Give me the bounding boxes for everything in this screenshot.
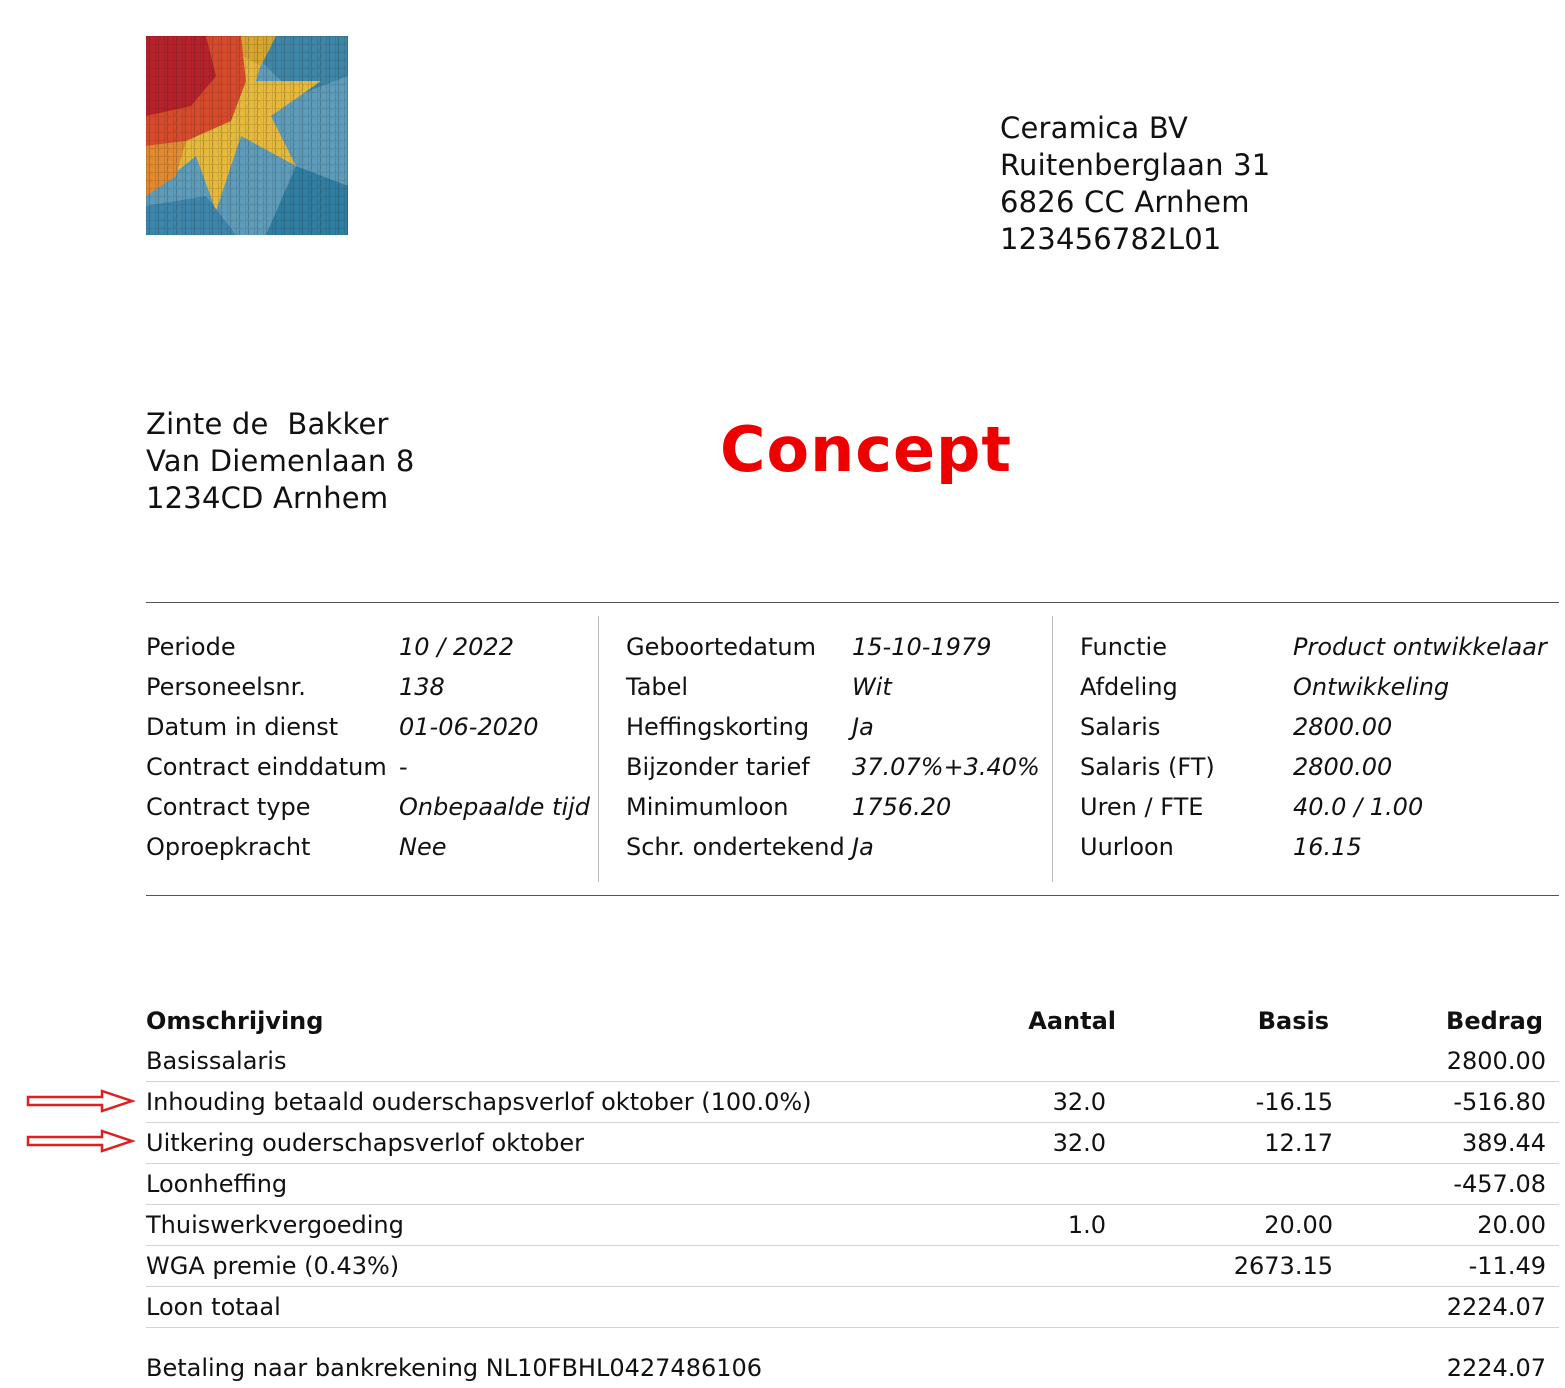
table-row: [146, 1123, 1559, 1164]
info-label: Uurloon: [1080, 833, 1174, 861]
info-label: Geboortedatum: [626, 633, 816, 661]
divider-top: [146, 602, 1559, 603]
info-value: 01-06-2020: [399, 713, 539, 741]
row-description: Loon totaal: [146, 1293, 281, 1321]
info-label: Uren / FTE: [1080, 793, 1204, 821]
company-name: Ceramica BV: [1000, 111, 1189, 145]
employee-name: Zinte de Bakker: [146, 407, 389, 441]
company-tax-number: 123456782L01: [1000, 222, 1222, 256]
info-value: Product ontwikkelaar: [1293, 633, 1547, 661]
row-amount: -11.49: [1468, 1252, 1546, 1280]
info-value: 37.07%+3.40%: [852, 753, 1040, 781]
info-value: 10 / 2022: [399, 633, 514, 661]
info-label: Minimumloon: [626, 793, 789, 821]
payslip-table: [146, 1001, 1559, 1328]
info-label: Datum in dienst: [146, 713, 339, 741]
row-basis: -16.15: [1255, 1088, 1333, 1116]
bank-payment-label: Betaling naar bankrekening NL10FBHL0427486106: [146, 1354, 763, 1382]
info-label: Salaris: [1080, 713, 1161, 741]
header-description: Omschrijving: [146, 1007, 324, 1035]
info-value: Ja: [852, 713, 874, 741]
row-amount: 2224.07: [1446, 1293, 1546, 1321]
company-city: 6826 CC Arnhem: [1000, 185, 1250, 219]
company-street: Ruitenberglaan 31: [1000, 148, 1271, 182]
info-value: 15-10-1979: [852, 633, 992, 661]
table-row: [146, 1205, 1559, 1246]
red-outline-arrow-icon: [26, 1129, 136, 1153]
info-value: Onbepaalde tijd: [399, 793, 591, 821]
info-value: Nee: [399, 833, 447, 861]
bank-payment-row: [146, 1348, 1559, 1388]
row-description: Loonheffing: [146, 1170, 288, 1198]
info-value: 2800.00: [1293, 753, 1393, 781]
table-row: [146, 1082, 1559, 1123]
info-value: 16.15: [1293, 833, 1362, 861]
row-description: Uitkering ouderschapsverlof oktober: [146, 1129, 584, 1157]
row-amount: -457.08: [1453, 1170, 1546, 1198]
row-description: Inhouding betaald ouderschapsverlof oktober (100.0%): [146, 1088, 812, 1116]
row-description: Basissalaris: [146, 1047, 287, 1075]
table-header: [146, 1001, 1559, 1041]
info-label: Personeelsnr.: [146, 673, 306, 701]
header-amount: Bedrag: [1446, 1007, 1543, 1035]
row-quantity: 32.0: [1052, 1129, 1106, 1157]
info-label: Afdeling: [1080, 673, 1178, 701]
info-label: Contract type: [146, 793, 311, 821]
row-basis: 2673.15: [1233, 1252, 1333, 1280]
company-logo: [146, 36, 348, 235]
info-value: Ja: [852, 833, 874, 861]
table-row-total: [146, 1287, 1559, 1328]
info-label: Oproepkracht: [146, 833, 311, 861]
info-value: 1756.20: [852, 793, 952, 821]
header-basis: Basis: [1257, 1007, 1329, 1035]
row-description: Thuiswerkvergoeding: [146, 1211, 404, 1239]
info-value: 2800.00: [1293, 713, 1393, 741]
row-amount: -516.80: [1453, 1088, 1546, 1116]
column-separator: [598, 616, 599, 882]
row-quantity: 1.0: [1067, 1211, 1106, 1239]
info-label: Periode: [146, 633, 236, 661]
info-label: Functie: [1080, 633, 1167, 661]
concept-watermark: Concept: [720, 413, 1013, 486]
company-address: [1000, 110, 1270, 258]
info-label: Heffingskorting: [626, 713, 810, 741]
info-label: Salaris (FT): [1080, 753, 1215, 781]
info-label: Tabel: [626, 673, 689, 701]
red-outline-arrow-icon: [26, 1089, 136, 1113]
info-label: Contract einddatum: [146, 753, 387, 781]
row-basis: 20.00: [1264, 1211, 1333, 1239]
info-label: Schr. ondertekend: [626, 833, 845, 861]
info-label: Bijzonder tarief: [626, 753, 810, 781]
row-basis: 12.17: [1264, 1129, 1333, 1157]
bank-payment-amount: 2224.07: [1446, 1354, 1546, 1382]
info-value: Wit: [852, 673, 892, 701]
table-row: [146, 1164, 1559, 1205]
column-separator: [1052, 616, 1053, 882]
row-description: WGA premie (0.43%): [146, 1252, 400, 1280]
employee-city: 1234CD Arnhem: [146, 481, 389, 515]
divider-bottom: [146, 895, 1559, 896]
row-amount: 2800.00: [1446, 1047, 1546, 1075]
table-row: [146, 1041, 1559, 1082]
employee-address: [146, 406, 415, 517]
row-amount: 389.44: [1462, 1129, 1546, 1157]
table-row: [146, 1246, 1559, 1287]
row-quantity: 32.0: [1052, 1088, 1106, 1116]
header-quantity: Aantal: [1028, 1007, 1116, 1035]
employee-street: Van Diemenlaan 8: [146, 444, 415, 478]
info-value: 138: [399, 673, 445, 701]
info-value: Ontwikkeling: [1293, 673, 1450, 701]
row-amount: 20.00: [1477, 1211, 1546, 1239]
info-value: 40.0 / 1.00: [1293, 793, 1424, 821]
info-value: -: [399, 753, 408, 781]
